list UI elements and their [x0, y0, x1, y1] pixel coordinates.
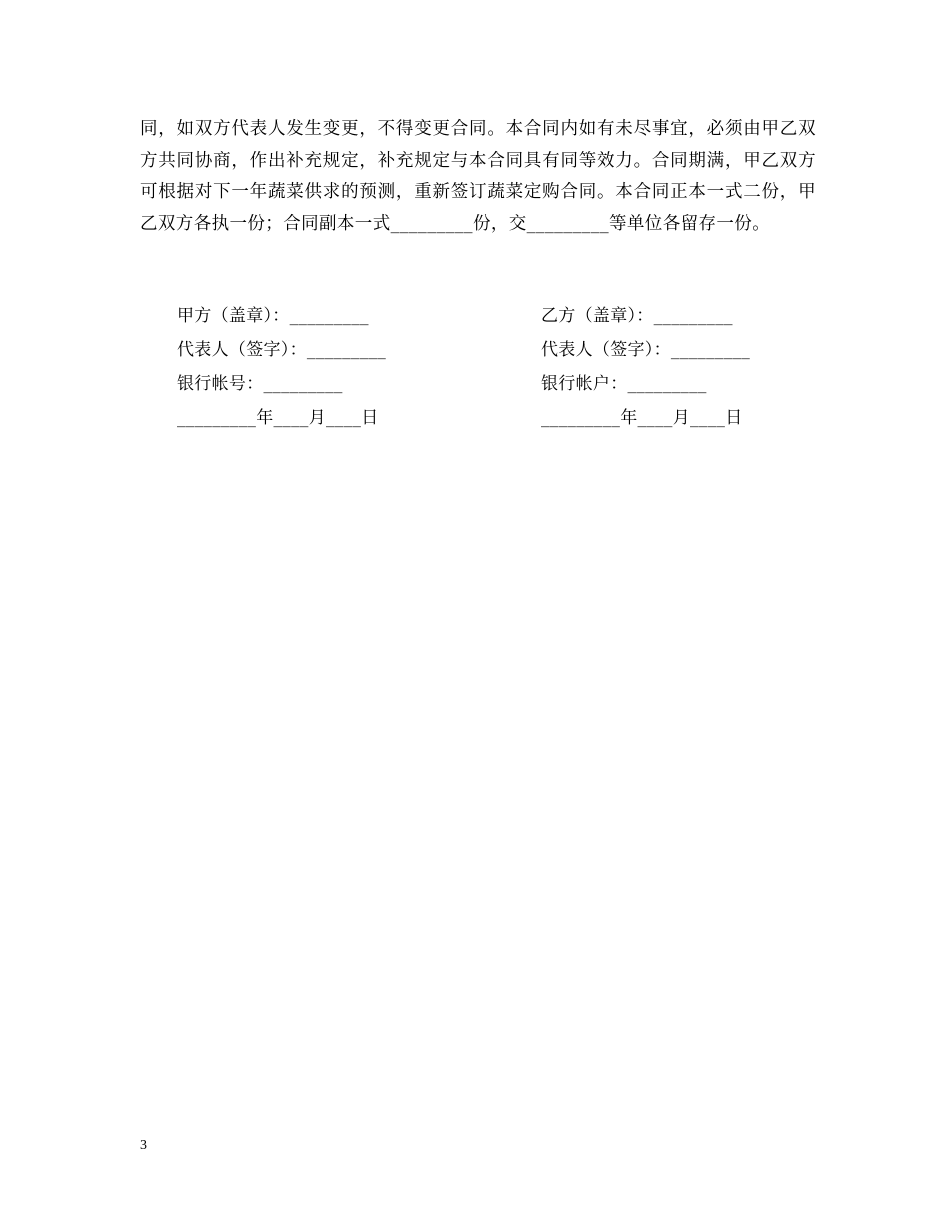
page-number: 3: [140, 1138, 147, 1153]
signature-row-date: [177, 398, 817, 432]
party-b-seal-line: 乙方（盖章）：_________: [541, 305, 733, 326]
signature-block: [177, 296, 817, 432]
party-b-bank-line: 银行帐户：_________: [541, 373, 707, 394]
party-a-representative-line: 代表人（签字）：_________: [177, 339, 387, 360]
party-a-seal-line: 甲方（盖章）：_________: [177, 305, 369, 326]
contract-closing-paragraph: 同，如双方代表人发生变更，不得变更合同。本合同内如有未尽事宜，必须由甲乙双方共同协商，作出补充规定，补充规定与本合同具有同等效力。合同期满，甲乙双方可根据对下一年蔬菜供求的预测，重新签订蔬菜定购合同。本合同正本一式二份，甲乙双方各执一份；合同副本一式_________份，交_________等单位各留存一份。: [140, 119, 816, 234]
party-b-representative-line: 代表人（签字）：_________: [541, 339, 751, 360]
party-a-date-line: _________年____月____日: [177, 407, 379, 428]
signature-row-seal: [177, 296, 817, 330]
signature-row-representative: [177, 330, 817, 364]
signature-row-bank: [177, 364, 817, 398]
party-b-date-line: _________年____月____日: [541, 407, 743, 428]
party-a-bank-line: 银行帐号：_________: [177, 373, 343, 394]
